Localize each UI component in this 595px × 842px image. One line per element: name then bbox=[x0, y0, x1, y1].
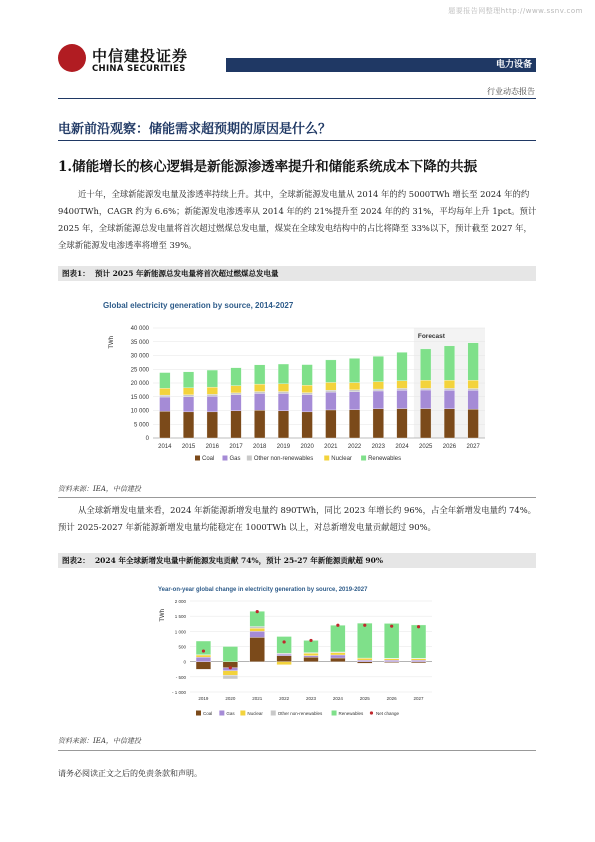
title-divider bbox=[58, 140, 536, 141]
x-tick-label: 2025 bbox=[359, 696, 370, 701]
figure2-label: 图表2： bbox=[62, 556, 90, 565]
bar-segment-gas bbox=[231, 395, 242, 411]
y-tick-label: 35 000 bbox=[130, 339, 149, 346]
legend-label: Gas bbox=[229, 456, 241, 462]
x-tick-label: 2021 bbox=[252, 696, 263, 701]
x-tick-label: 2020 bbox=[225, 696, 236, 701]
bar-segment-gas bbox=[254, 393, 265, 410]
legend-swatch bbox=[219, 711, 224, 716]
legend-label: Coal bbox=[202, 456, 215, 462]
legend-label: Nuclear bbox=[247, 711, 263, 716]
bar-segment-other-non-renewables bbox=[223, 675, 238, 679]
bar-segment-renewables bbox=[183, 372, 194, 388]
y-axis-label: TWh bbox=[160, 609, 166, 622]
x-tick-label: 2017 bbox=[229, 444, 243, 450]
bar-segment-other-non-renewables bbox=[468, 389, 479, 391]
y-tick-label: 15 000 bbox=[130, 394, 149, 401]
bar-segment-other-non-renewables bbox=[250, 626, 265, 628]
x-tick-label: 2027 bbox=[413, 696, 424, 701]
bar-segment-renewables bbox=[420, 349, 431, 380]
bar-segment-coal bbox=[468, 409, 479, 438]
net-change-marker bbox=[309, 639, 312, 642]
figure2-caption-text: 2024 年全球新增发电量中新能源发电贡献 74%，预计 25-27 年新能源贡献超 90% bbox=[94, 556, 383, 565]
bar-segment-renewables bbox=[397, 352, 408, 380]
bar-segment-coal bbox=[302, 412, 313, 438]
watermark: 题要报告网整理http://www.ssnv.com bbox=[448, 7, 583, 15]
legend-label: Renewables bbox=[338, 711, 364, 716]
legend-swatch bbox=[195, 456, 200, 461]
bar-segment-other-non-renewables bbox=[302, 393, 313, 395]
net-change-marker bbox=[363, 624, 366, 627]
legend-label: Other non-renewables bbox=[277, 711, 323, 716]
bar-segment-renewables bbox=[277, 636, 292, 653]
legend-label: Net change bbox=[375, 711, 399, 716]
bar-segment-coal bbox=[420, 409, 431, 438]
bar-segment-coal bbox=[183, 412, 194, 438]
bar-segment-renewables bbox=[326, 360, 337, 383]
legend-swatch bbox=[271, 711, 276, 716]
bar-segment-coal bbox=[278, 411, 289, 438]
legend-swatch bbox=[196, 711, 201, 716]
bar-segment-nuclear bbox=[357, 658, 372, 660]
bar-segment-renewables bbox=[254, 365, 265, 384]
x-tick-label: 2021 bbox=[324, 444, 338, 450]
bar-segment-other-non-renewables bbox=[349, 390, 360, 392]
bar-segment-nuclear bbox=[349, 383, 360, 390]
y-tick-label: 5 000 bbox=[133, 422, 149, 429]
y-tick-label: 0 bbox=[145, 436, 149, 442]
bar-segment-nuclear bbox=[277, 662, 292, 665]
bar-segment-gas bbox=[349, 392, 360, 410]
bar-segment-coal bbox=[254, 410, 265, 438]
y-tick-label: - 500 bbox=[175, 674, 186, 680]
bar-segment-renewables bbox=[231, 368, 242, 386]
y-tick-label: 2 000 bbox=[174, 599, 186, 604]
bar-segment-renewables bbox=[349, 358, 360, 382]
bar-segment-gas bbox=[357, 660, 372, 662]
paragraph-2: 从全球新增发电量来看，2024 年新能源新增发电量约 890TWh，同比 2023 年增长约 96%，占全年新增发电量约 74%。预计 2025-2027 年新能源新增发电量均能稳定在 1000TWh 以上，对总新增发电量贡献超过 90%。 bbox=[58, 505, 537, 532]
legend-swatch bbox=[361, 456, 366, 461]
bar-segment-gas bbox=[330, 655, 345, 658]
y-tick-label: 10 000 bbox=[130, 408, 149, 415]
figure1-divider bbox=[58, 497, 536, 498]
bar-segment-renewables bbox=[330, 625, 345, 652]
bar-segment-gas bbox=[278, 393, 289, 410]
net-change-marker bbox=[202, 649, 205, 652]
bar-segment-renewables bbox=[304, 640, 319, 652]
y-tick-label: 0 bbox=[183, 659, 186, 665]
x-tick-label: 2022 bbox=[279, 696, 290, 701]
legend-swatch bbox=[222, 456, 227, 461]
bar-segment-renewables bbox=[384, 623, 399, 658]
bar-segment-gas bbox=[420, 390, 431, 409]
bar-segment-renewables bbox=[357, 623, 372, 658]
legend-swatch bbox=[370, 711, 373, 714]
y-axis-label: TWh bbox=[109, 336, 115, 349]
logo-chinese-name: 中信建投证券 bbox=[92, 47, 189, 65]
bar-segment-other-non-renewables bbox=[160, 395, 171, 397]
bar-segment-gas bbox=[302, 395, 313, 412]
chart-title: Global electricity generation by source, 2014-2027 bbox=[103, 301, 294, 310]
company-logo-icon bbox=[58, 44, 86, 72]
bar-segment-coal bbox=[349, 410, 360, 438]
bar-segment-other-non-renewables bbox=[326, 390, 337, 392]
disclaimer-footer: 请务必阅读正文之后的免责条款和声明。 bbox=[58, 769, 202, 778]
header-divider bbox=[58, 98, 536, 99]
bar-segment-coal bbox=[304, 657, 319, 662]
bar-segment-gas bbox=[411, 660, 426, 662]
bar-segment-nuclear bbox=[326, 382, 337, 390]
bar-segment-renewables bbox=[302, 365, 313, 386]
bar-segment-other-non-renewables bbox=[420, 388, 431, 390]
bar-segment-coal bbox=[411, 662, 426, 663]
report-type: 行业动态报告 bbox=[487, 87, 535, 96]
bar-segment-coal bbox=[397, 409, 408, 438]
figure1-caption-text: 预计 2025 年新能源总发电量将首次超过燃煤总发电量 bbox=[94, 269, 279, 278]
logo-english-name: CHINA SECURITIES bbox=[92, 64, 186, 74]
article-title: 电新前沿观察：储能需求超预期的原因是什么？ bbox=[58, 122, 332, 137]
legend-swatch bbox=[324, 456, 329, 461]
bar-segment-other-non-renewables bbox=[444, 388, 455, 390]
bar-segment-coal bbox=[357, 662, 372, 664]
bar-segment-nuclear bbox=[384, 659, 399, 661]
figure1-source: 资料来源：IEA，中信建投 bbox=[58, 485, 141, 493]
legend-swatch bbox=[332, 711, 337, 716]
bar-segment-nuclear bbox=[420, 380, 431, 388]
x-tick-label: 2023 bbox=[305, 696, 317, 701]
bar-segment-renewables bbox=[468, 343, 479, 380]
bar-segment-coal bbox=[207, 412, 218, 438]
bar-segment-gas bbox=[326, 392, 337, 410]
x-tick-label: 2022 bbox=[347, 444, 362, 450]
bar-segment-gas bbox=[250, 631, 265, 637]
y-tick-label: 25 000 bbox=[130, 367, 149, 374]
bar-segment-renewables bbox=[250, 611, 265, 626]
forecast-annotation: Forecast bbox=[417, 333, 445, 340]
legend-label: Renewables bbox=[368, 456, 402, 462]
bar-segment-coal bbox=[330, 658, 345, 662]
bar-segment-nuclear bbox=[250, 628, 265, 631]
bar-segment-coal bbox=[196, 662, 211, 670]
bar-segment-coal bbox=[373, 409, 384, 438]
bar-segment-coal bbox=[444, 409, 455, 438]
y-tick-label: 1 500 bbox=[174, 614, 186, 620]
x-tick-label: 2025 bbox=[419, 444, 433, 450]
bar-segment-other-non-renewables bbox=[183, 395, 194, 397]
bar-segment-nuclear bbox=[302, 385, 313, 392]
bar-segment-other-non-renewables bbox=[397, 388, 408, 390]
bar-segment-renewables bbox=[373, 356, 384, 381]
bar-segment-coal bbox=[326, 410, 337, 438]
y-tick-label: 20 000 bbox=[130, 381, 149, 387]
net-change-marker bbox=[256, 610, 259, 613]
bar-segment-gas bbox=[468, 390, 479, 409]
y-tick-label: 1 000 bbox=[174, 629, 186, 635]
bar-segment-nuclear bbox=[373, 382, 384, 389]
bar-segment-gas bbox=[384, 660, 399, 662]
legend-label: Other non-renewables bbox=[253, 456, 314, 462]
figure1-label: 图表1： bbox=[62, 269, 90, 278]
bar-segment-nuclear bbox=[207, 387, 218, 394]
bar-segment-gas bbox=[196, 657, 211, 662]
paragraph-1: 近十年，全球新能源发电量及渗透率持续上升。其中，全球新能源发电量从 2014 年的约 5000TWh 增长至 2024 年的约 9400TWh，CAGR 约为 6.6%；新能源发电渗透率从 2014 年的约 21%提升至 2024 年的约 31%，平均每年上升 1pct。预计 2025 年，全球新能源总发电量将首次超过燃煤总发电量，煤炭在全球发电结构中的占比将降至 33%以下，预计截至 2027 年，全球新能源发电渗透率将增至 39%。 bbox=[58, 189, 537, 250]
bar-segment-renewables bbox=[223, 647, 238, 662]
bar-segment-gas bbox=[277, 654, 292, 656]
bar-segment-gas bbox=[183, 397, 194, 412]
bar-segment-other-non-renewables bbox=[373, 389, 384, 391]
bar-segment-nuclear bbox=[223, 671, 238, 676]
bar-segment-renewables bbox=[160, 373, 171, 389]
y-tick-label: 500 bbox=[178, 644, 186, 650]
legend-swatch bbox=[240, 711, 245, 716]
x-tick-label: 2026 bbox=[442, 444, 457, 450]
bar-segment-gas bbox=[160, 397, 171, 411]
bar-segment-nuclear bbox=[278, 384, 289, 392]
x-tick-label: 2015 bbox=[181, 444, 196, 450]
bar-segment-other-non-renewables bbox=[254, 392, 265, 394]
bar-segment-nuclear bbox=[330, 653, 345, 655]
net-change-marker bbox=[390, 625, 393, 628]
bar-segment-nuclear bbox=[231, 386, 242, 393]
bar-segment-nuclear bbox=[397, 381, 408, 389]
bar-segment-nuclear bbox=[304, 653, 319, 655]
chart-generation-by-source bbox=[95, 294, 493, 472]
bar-segment-nuclear bbox=[411, 659, 426, 661]
bar-segment-renewables bbox=[444, 346, 455, 380]
x-tick-label: 2018 bbox=[253, 444, 267, 450]
x-tick-label: 2024 bbox=[332, 696, 343, 701]
net-change-marker bbox=[336, 624, 339, 627]
bar-segment-nuclear bbox=[196, 655, 211, 657]
bar-segment-nuclear bbox=[160, 388, 171, 395]
net-change-marker bbox=[229, 666, 232, 669]
y-tick-label: 30 000 bbox=[130, 353, 149, 360]
bar-segment-coal bbox=[250, 637, 265, 661]
x-tick-label: 2019 bbox=[276, 444, 291, 450]
figure2-divider bbox=[58, 750, 536, 751]
figure2-caption bbox=[62, 553, 383, 568]
figure2-source: 资料来源：IEA，中信建投 bbox=[58, 737, 141, 745]
legend-swatch bbox=[247, 456, 252, 461]
bar-segment-gas bbox=[304, 656, 319, 658]
bar-segment-gas bbox=[444, 390, 455, 409]
bar-segment-nuclear bbox=[468, 380, 479, 388]
bar-segment-nuclear bbox=[444, 380, 455, 388]
bar-segment-renewables bbox=[278, 364, 289, 384]
bar-segment-coal bbox=[231, 411, 242, 438]
net-change-marker bbox=[417, 625, 420, 628]
y-tick-label: 40 000 bbox=[130, 326, 149, 332]
sector-label: 电力设备 bbox=[495, 60, 532, 70]
bar-segment-nuclear bbox=[254, 384, 265, 391]
chart-yoy-change bbox=[150, 583, 438, 723]
bar-segment-renewables bbox=[207, 370, 218, 387]
figure1-caption bbox=[62, 266, 279, 281]
legend-label: Gas bbox=[226, 711, 235, 716]
bar-segment-gas bbox=[397, 390, 408, 408]
bar-segment-other-non-renewables bbox=[278, 392, 289, 394]
bar-segment-other-non-renewables bbox=[231, 393, 242, 395]
bar-segment-nuclear bbox=[183, 388, 194, 395]
chart-title: Year-on-year global change in electricity generation by source, 2019-2027 bbox=[158, 587, 368, 593]
x-tick-label: 2023 bbox=[371, 444, 385, 450]
net-change-marker bbox=[283, 640, 286, 643]
y-tick-label: - 1 000 bbox=[171, 690, 186, 695]
x-tick-label: 2020 bbox=[300, 444, 314, 450]
x-tick-label: 2024 bbox=[395, 444, 409, 450]
bar-segment-renewables bbox=[411, 625, 426, 658]
x-tick-label: 2027 bbox=[466, 444, 480, 450]
legend-label: Nuclear bbox=[331, 456, 352, 462]
section-heading: 1.储能增长的核心逻辑是新能源渗透率提升和储能系统成本下降的共振 bbox=[58, 159, 478, 175]
x-tick-label: 2014 bbox=[158, 444, 172, 450]
bar-segment-gas bbox=[373, 391, 384, 409]
bar-segment-coal bbox=[160, 411, 171, 438]
x-tick-label: 2016 bbox=[205, 444, 219, 450]
x-tick-label: 2026 bbox=[386, 696, 397, 701]
bar-segment-other-non-renewables bbox=[207, 394, 218, 396]
legend-label: Coal bbox=[203, 711, 213, 716]
bar-segment-gas bbox=[207, 396, 218, 412]
bar-segment-coal bbox=[277, 656, 292, 662]
x-tick-label: 2019 bbox=[198, 696, 209, 701]
